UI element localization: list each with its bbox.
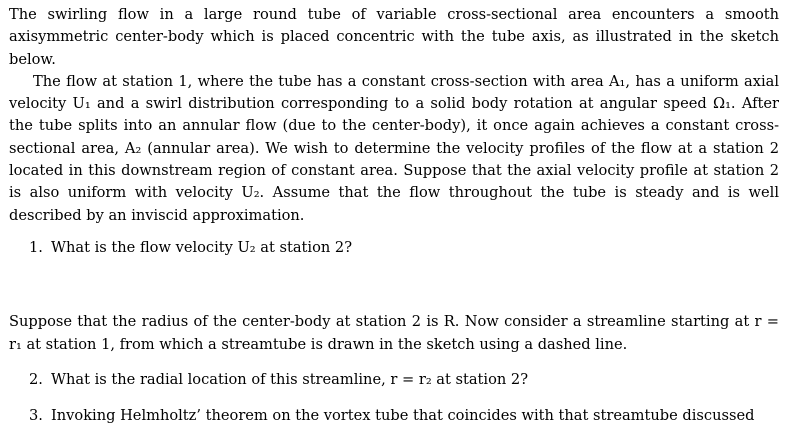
paragraph-station-1: The flow at station 1, where the tube has a constant cross-section with area A₁, has a uniform axial velocity U₁ and a swirl distribution corresponding to a solid body rotation at angular speed Ω₁. After the tube splits into an annular flow (due to the center-body), it once again achieves a constant cross-sectional area, A₂ (annular area). We wish to determine the velocity profiles of the flow at a station 2 located in this downstream region of constant area. Suppose that the axial velocity profile at station 2 is also uniform with velocity U₂. Assume that the flow throughout the tube is steady and is well described by an inviscid approximation.: [9, 72, 779, 224]
question-3: [9, 405, 779, 427]
question-1: [9, 237, 779, 259]
question-2: [9, 369, 779, 391]
question-2-number: 2.: [29, 370, 43, 388]
question-1-text: What is the flow velocity U₂ at station 2?: [51, 238, 353, 256]
question-3-text: Invoking Helmholtz’ theorem on the vortex tube that coincides with that streamtube discussed: [51, 407, 755, 425]
question-2-text: What is the radial location of this streamline, r = r₂ at station 2?: [51, 370, 529, 388]
paragraph-intro: The swirling flow in a large round tube of variable cross-sectional area encounters a smooth axisymmetric center-body which is placed concentric with the tube axis, as illustrated in the sketch below.: [9, 6, 779, 68]
problem-text: [9, 4, 779, 427]
question-1-number: 1.: [29, 238, 43, 256]
paragraph-center-body: Suppose that the radius of the center-body at station 2 is R. Now consider a streamline starting at r = r₁ at station 1, from which a streamtube is drawn in the sketch using a dashed line.: [9, 313, 779, 353]
question-3-number: 3.: [29, 407, 43, 425]
